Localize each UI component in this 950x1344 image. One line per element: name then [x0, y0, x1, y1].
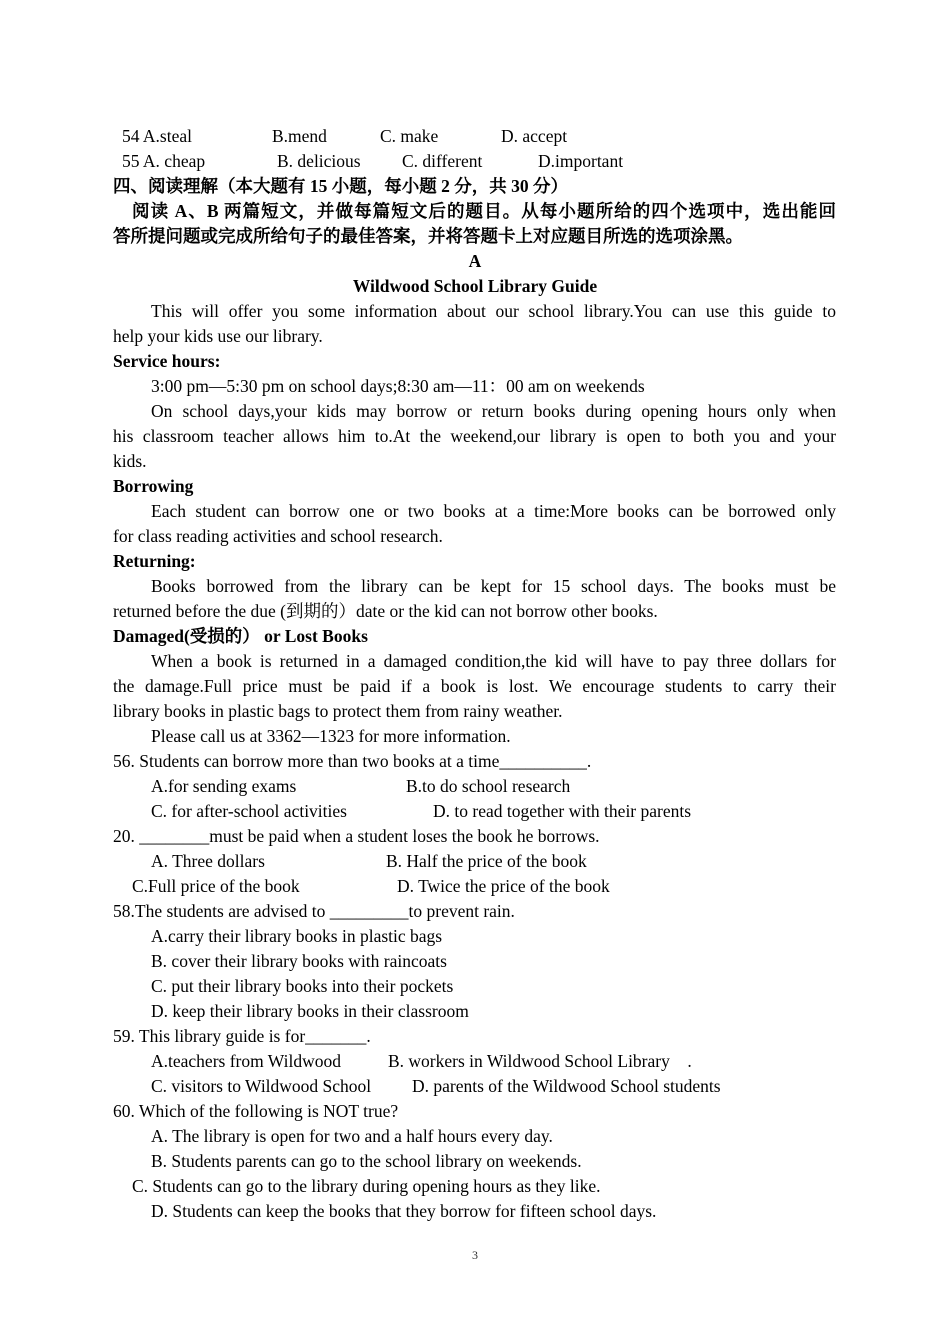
- q57-stem: 20. ________must be paid when a student loses the book he borrows.: [113, 826, 600, 846]
- q54-option-d: D. accept: [501, 126, 568, 146]
- q58-option-d: D. keep their library books in their classroom: [151, 1001, 469, 1021]
- q56-stem: 56. Students can borrow more than two books at a time__________.: [113, 751, 592, 771]
- q60-option-c: C. Students can go to the library during opening hours as they like.: [132, 1176, 601, 1196]
- q56-option-a: A.for sending exams: [151, 776, 297, 796]
- service-hours-text-3: kids.: [113, 451, 147, 471]
- returning-text-1: Books borrowed from the library can be kept for 15 school days. The books must be: [151, 576, 836, 596]
- borrowing-text-1: Each student can borrow one or two books at a time:More books can be borrowed only: [151, 501, 836, 521]
- contact-info: Please call us at 3362—1323 for more information.: [151, 726, 511, 746]
- q55-option-a: 55 A. cheap: [122, 151, 206, 171]
- damaged-heading: Damaged(受损的） or Lost Books: [113, 626, 368, 646]
- q58-option-b: B. cover their library books with raincoats: [151, 951, 447, 971]
- q57-option-a: A. Three dollars: [151, 851, 265, 871]
- instructions-line-1: 阅读 A、B 两篇短文，并做每篇短文后的题目。从每小题所给的四个选项中，选出能回: [132, 201, 836, 221]
- q54-option-a: 54 A.steal: [122, 126, 192, 146]
- damaged-text-2: the damage.Full price must be paid if a book is lost. We encourage students to carry their: [113, 676, 836, 696]
- q54-option-b: B.mend: [272, 126, 327, 146]
- returning-heading: Returning:: [113, 551, 196, 571]
- q57-option-c: C.Full price of the book: [132, 876, 300, 896]
- q60-stem: 60. Which of the following is NOT true?: [113, 1101, 399, 1121]
- borrowing-text-2: for class reading activities and school research.: [113, 526, 443, 546]
- damaged-text-1: When a book is returned in a damaged condition,the kid will have to pay three dollars for: [151, 651, 836, 671]
- q57-option-b: B. Half the price of the book: [386, 851, 587, 871]
- service-hours-times: 3:00 pm—5:30 pm on school days;8:30 am—11：00 am on weekends: [151, 376, 645, 396]
- page-number: 3: [472, 1248, 478, 1262]
- q57-option-d: D. Twice the price of the book: [397, 876, 610, 896]
- service-hours-heading: Service hours:: [113, 351, 221, 371]
- q58-option-a: A.carry their library books in plastic bags: [151, 926, 443, 946]
- q59-stem: 59. This library guide is for_______.: [113, 1026, 371, 1046]
- returning-text-2: returned before the due (到期的）date or the kid can not borrow other books.: [113, 601, 658, 621]
- intro-line-2: help your kids use our library.: [113, 326, 323, 346]
- q60-option-d: D. Students can keep the books that they borrow for fifteen school days.: [151, 1201, 657, 1221]
- passage-title: Wildwood School Library Guide: [352, 276, 598, 296]
- damaged-text-3: library books in plastic bags to protect them from rainy weather.: [113, 701, 563, 721]
- q54-option-c: C. make: [380, 126, 439, 146]
- q58-stem: 58.The students are advised to _________to prevent rain.: [113, 901, 515, 921]
- q59-option-d: D. parents of the Wildwood School students: [412, 1076, 721, 1096]
- q60-option-b: B. Students parents can go to the school library on weekends.: [151, 1151, 582, 1171]
- q56-option-c: C. for after-school activities: [151, 801, 347, 821]
- q60-option-a: A. The library is open for two and a half hours every day.: [151, 1126, 553, 1146]
- intro-line-1: This will offer you some information about our school library.You can use this guide to: [151, 301, 836, 321]
- q56-option-d: D. to read together with their parents: [433, 801, 692, 821]
- q55-option-d: D.important: [538, 151, 624, 171]
- section-header: 四、阅读理解（本大题有 15 小题，每小题 2 分，共 30 分）: [113, 176, 568, 196]
- passage-label: A: [468, 251, 482, 271]
- q56-option-b: B.to do school research: [406, 776, 571, 796]
- q55-option-b: B. delicious: [277, 151, 361, 171]
- q59-option-a: A.teachers from Wildwood: [151, 1051, 341, 1071]
- service-hours-text-1: On school days,your kids may borrow or return books during opening hours only when: [151, 401, 836, 421]
- q55-option-c: C. different: [402, 151, 483, 171]
- q59-option-b: B. workers in Wildwood School Library .: [388, 1051, 692, 1071]
- q58-option-c: C. put their library books into their pockets: [151, 976, 454, 996]
- service-hours-text-2: his classroom teacher allows him to.At the weekend,our library is open to both you and your: [113, 426, 836, 446]
- instructions-line-2: 答所提问题或完成所给句子的最佳答案，并将答题卡上对应题目所选的选项涂黑。: [113, 226, 743, 246]
- q59-option-c: C. visitors to Wildwood School: [151, 1076, 372, 1096]
- borrowing-heading: Borrowing: [113, 476, 194, 496]
